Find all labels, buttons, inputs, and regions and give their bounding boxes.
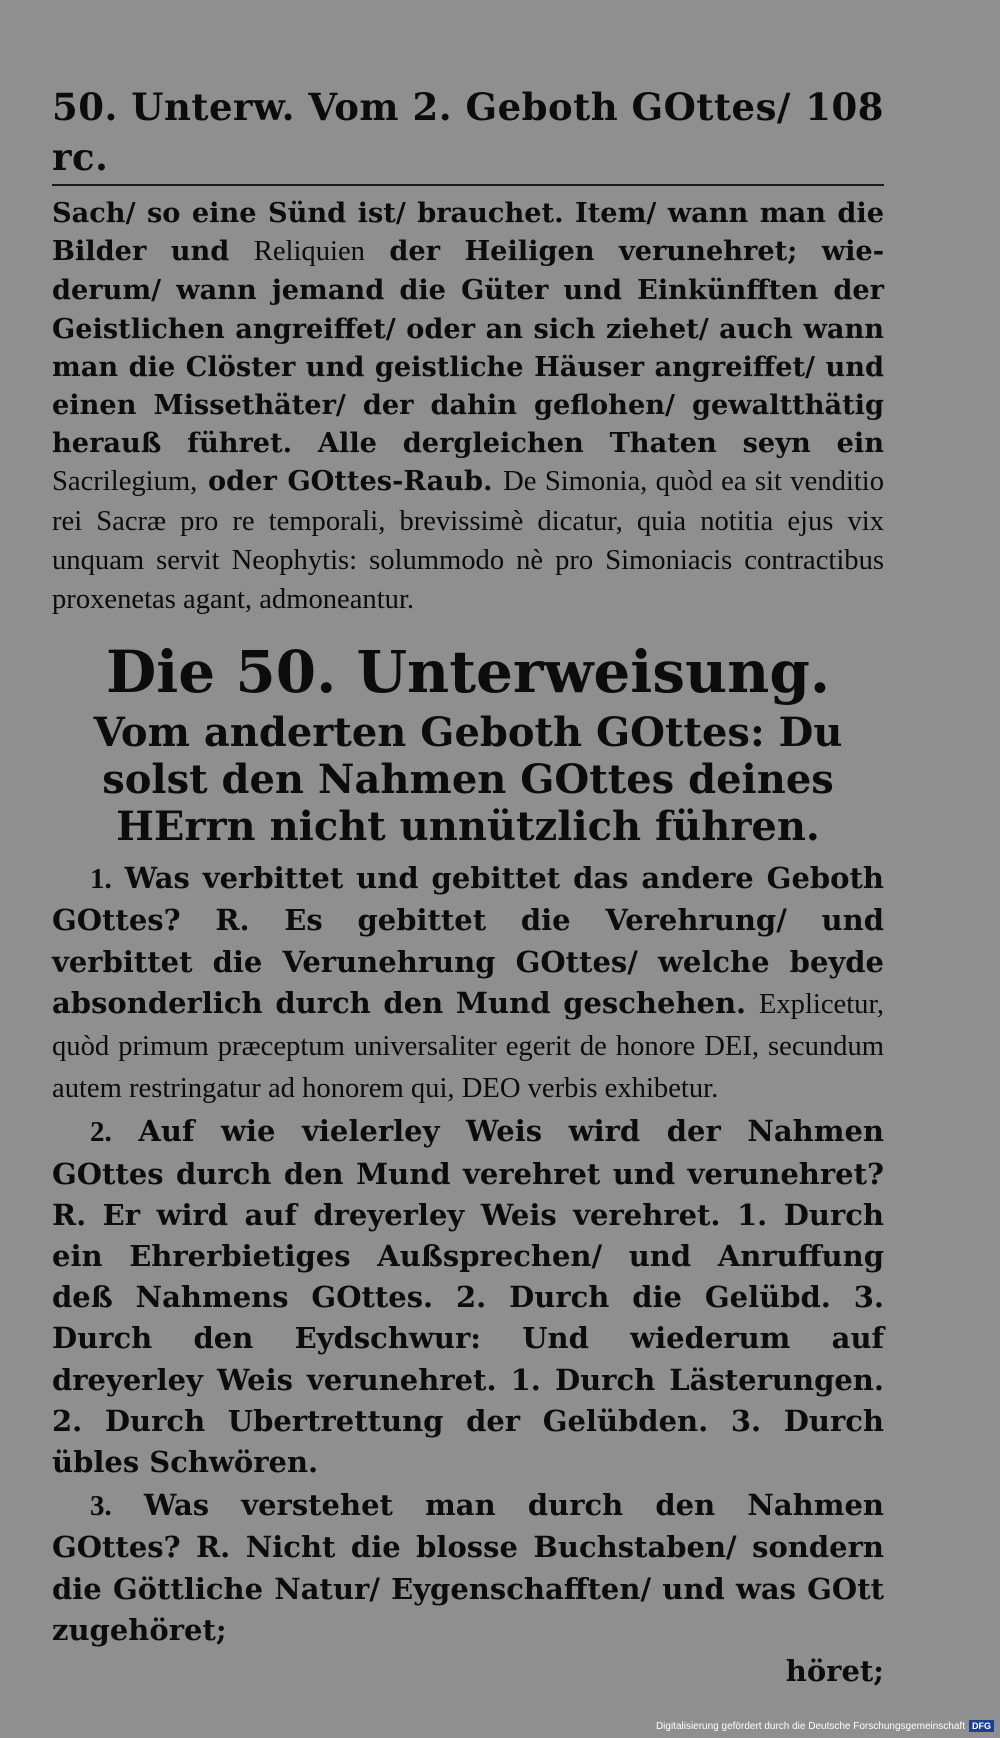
chapter-subtitle: Vom anderten Geboth GOttes: Du solst den Nahmen GOttes deines HErrn nicht unnützlich führen.	[93, 709, 843, 851]
catchword: höret;	[785, 1654, 884, 1689]
text-line: Missethäter/ der dahin geflohen/ gewaltthätig herauß	[52, 389, 884, 460]
running-title: 50. Unterw. Vom 2. Geboth GOttes/ rc.	[52, 85, 791, 179]
page-number: 108	[805, 85, 884, 129]
continuation-paragraph	[52, 194, 884, 619]
text-line: Geistlichen angreiffet/ oder an sich ziehet/ auch wann man	[52, 312, 884, 383]
dfg-logo: DFG	[969, 1720, 994, 1732]
question-text: Was verbittet und gebittet das andere Geboth GOttes? R. Es gebittet die Verehrung/ und verbittet die Verunehrung GOttes/ welche beyde absonderlich durch den Mund geschehen.	[52, 861, 884, 1020]
text-line: der Heiligen verunehret; wie-	[389, 235, 885, 268]
question-number: 3.	[90, 1490, 112, 1523]
question-text: Was verstehet man durch den Nahmen GOttes? R. Nicht die blosse Buchstaben/ sondern die Göttliche Natur/ Eygenschafften/ und was GOtt zugehöret;	[52, 1488, 884, 1647]
chapter-title: Die 50. Unterweisung.	[105, 638, 831, 707]
question-2	[52, 1111, 884, 1483]
book-page	[52, 82, 884, 1691]
latin-note: Explicetur, quòd primum præceptum universaliter egerit de honore DEI, secundum autem restringatur ad honorem qui, DEO verbis exhibetur.	[52, 988, 884, 1105]
latin-term: Reliquien	[253, 236, 365, 268]
text-line: die Bilder und	[52, 197, 885, 268]
digitization-credit	[656, 1720, 994, 1732]
text-line: die Clöster und geistliche Häuser angreiffet/ und einen	[52, 350, 884, 422]
question-3	[52, 1485, 884, 1651]
header-rule	[52, 184, 884, 186]
question-1	[52, 858, 884, 1109]
question-number: 2.	[90, 1116, 112, 1149]
question-text: Auf wie vielerley Weis wird der Nahmen GOttes durch den Mund verehret und verunehret? R. Er wird auf dreyerley Weis verehret. 1. Durch ein Ehrerbietiges Außsprechen/ und Anruffung deß Nahmens GOttes. 2. Durch die Gelübd. 3. Durch den Eydschwur: Und wiederum auf dreyerley Weis verunehret. 1. Durch Lästerungen. 2. Durch Ubertrettung der Gelübden. 3. Durch übles Schwören.	[52, 1114, 884, 1480]
latin-term: Sacrilegium,	[52, 466, 198, 498]
running-head	[52, 82, 884, 182]
text-line: oder GOttes-Raub.	[208, 465, 493, 498]
latin-note: De Simonia, quòd ea sit venditio rei Sacræ pro re temporali, brevissimè dicatur, quia notitia ejus vix unquam servit Neophytis: solummodo nè pro Simoniacis contractibus proxenetas agant, admoneantur.	[52, 466, 885, 616]
question-number: 1.	[90, 863, 112, 896]
text-line: führet. Alle dergleichen Thaten seyn ein	[187, 427, 884, 460]
text-line: Sach/ so eine Sünd ist/ brauchet. Item/ wann man	[52, 197, 826, 229]
text-line: derum/ wann jemand die Güter und Einkünfften der	[52, 274, 884, 307]
credit-text: Digitalisierung gefördert durch die Deutsche Forschungsgemeinschaft	[655, 1720, 965, 1732]
